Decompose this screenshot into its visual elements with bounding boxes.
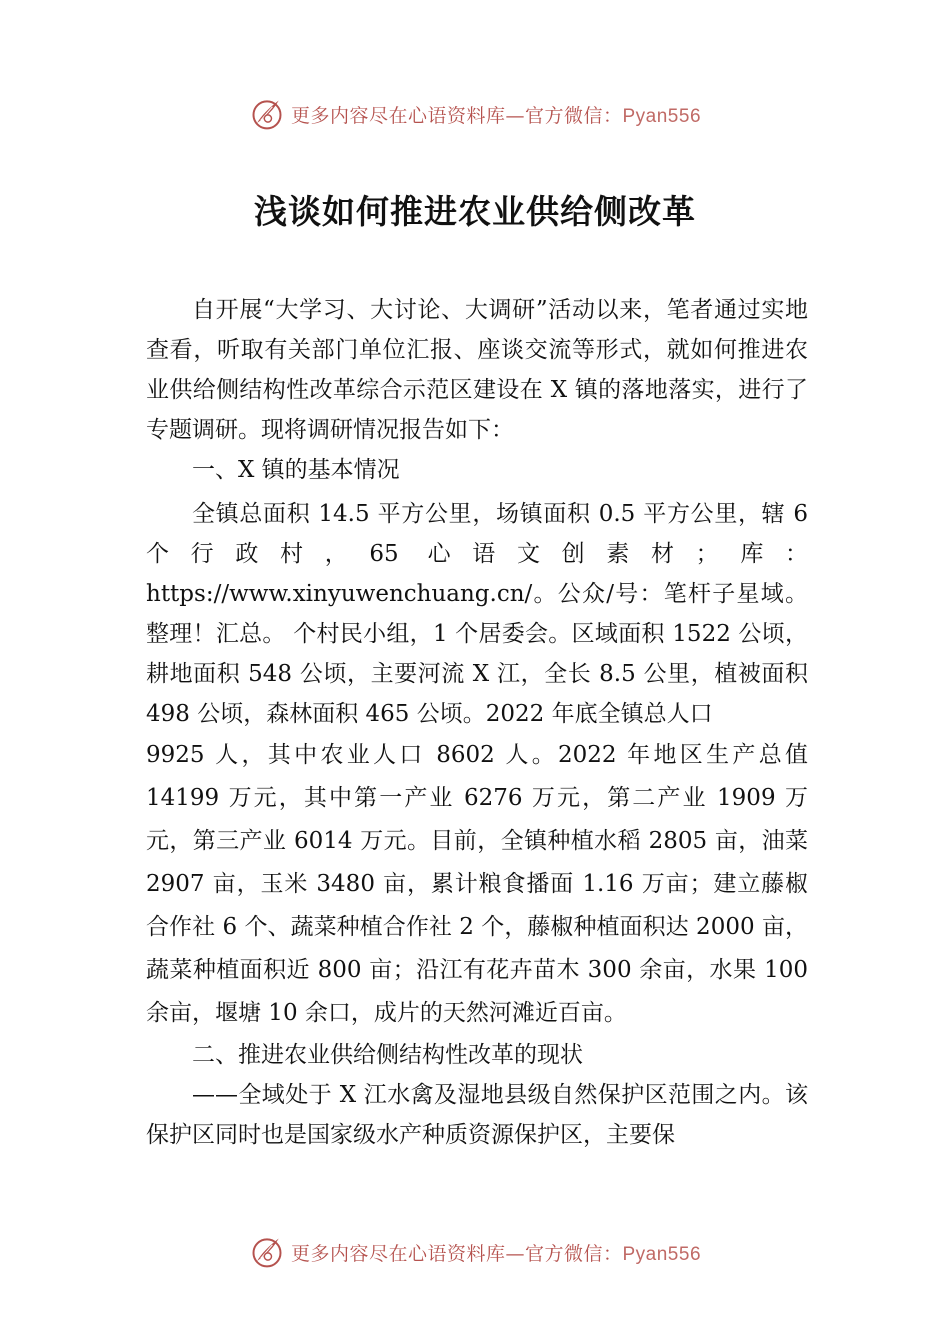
intro-paragraph: 自开展“大学习、大讨论、大调研”活动以来，笔者通过实地查看，听取有关部门单位汇报、座谈交流等形式，就如何推进农业供给侧结构性改革综合示范区建设在 X 镇的落地落实，进行了专题调研。现将调研情况报告如下： (146, 297, 808, 443)
wechat-id: Pyan556 (622, 105, 702, 127)
section1-paragraph-2: 9925 人，其中农业人口 8602 人。2022 年地区生产总值 14199 万元，其中第一产业 6276 万元，第二产业 1909 万元，第三产业 6014 万元。目前，全镇种植水稻 2805 亩，油菜 2907 亩，玉米 3480 亩，累计粮食播面 1.16 万亩；建立藤椒合作社 6 个、蔬菜种植合作社 2 个，藤椒种植面积达 2000 亩，蔬菜种植面积近 800 亩；沿江有花卉苗木 300 余亩，水果 100 余亩，堰塘 10 余口，成片的天然河滩近百亩。 (146, 742, 808, 1026)
section2-paragraph-1: ——全域处于 X 江水禽及湿地县级自然保护区范围之内。该保护区同时也是国家级水产种质资源保护区，主要保 (146, 1082, 808, 1148)
bottom-watermark-banner (0, 1232, 950, 1272)
section1-heading: 一、X 镇的基本情况 (192, 457, 400, 483)
watermark-text: 更多内容尽在心语资料库—官方微信：Pyan556 (290, 1242, 702, 1265)
document-body (146, 290, 808, 1155)
quill-seal-icon (249, 96, 285, 132)
section1-paragraph-1: 全镇总面积 14.5 平方公里，场镇面积 0.5 平方公里，辖 6 个行政村，65 心语文创素材；库：https://www.xinyuwenchuang.cn/。公众/号：笔杆子星域。整理！汇总。 个村民小组，1 个居委会。区域面积 1522 公顷，耕地面积 548 公顷，主要河流 X 江，全长 8.5 公里，植被面积 498 公顷，森林面积 465 公顷。2022 年底全镇总人口 (146, 501, 808, 727)
section2-heading: 二、推进农业供给侧结构性改革的现状 (192, 1042, 583, 1068)
quill-seal-icon (249, 1234, 285, 1270)
wechat-id: Pyan556 (622, 1243, 702, 1265)
document-title: 浅谈如何推进农业供给侧改革 (254, 192, 696, 231)
top-watermark-banner (0, 94, 950, 134)
watermark-text: 更多内容尽在心语资料库—官方微信：Pyan556 (290, 104, 702, 127)
